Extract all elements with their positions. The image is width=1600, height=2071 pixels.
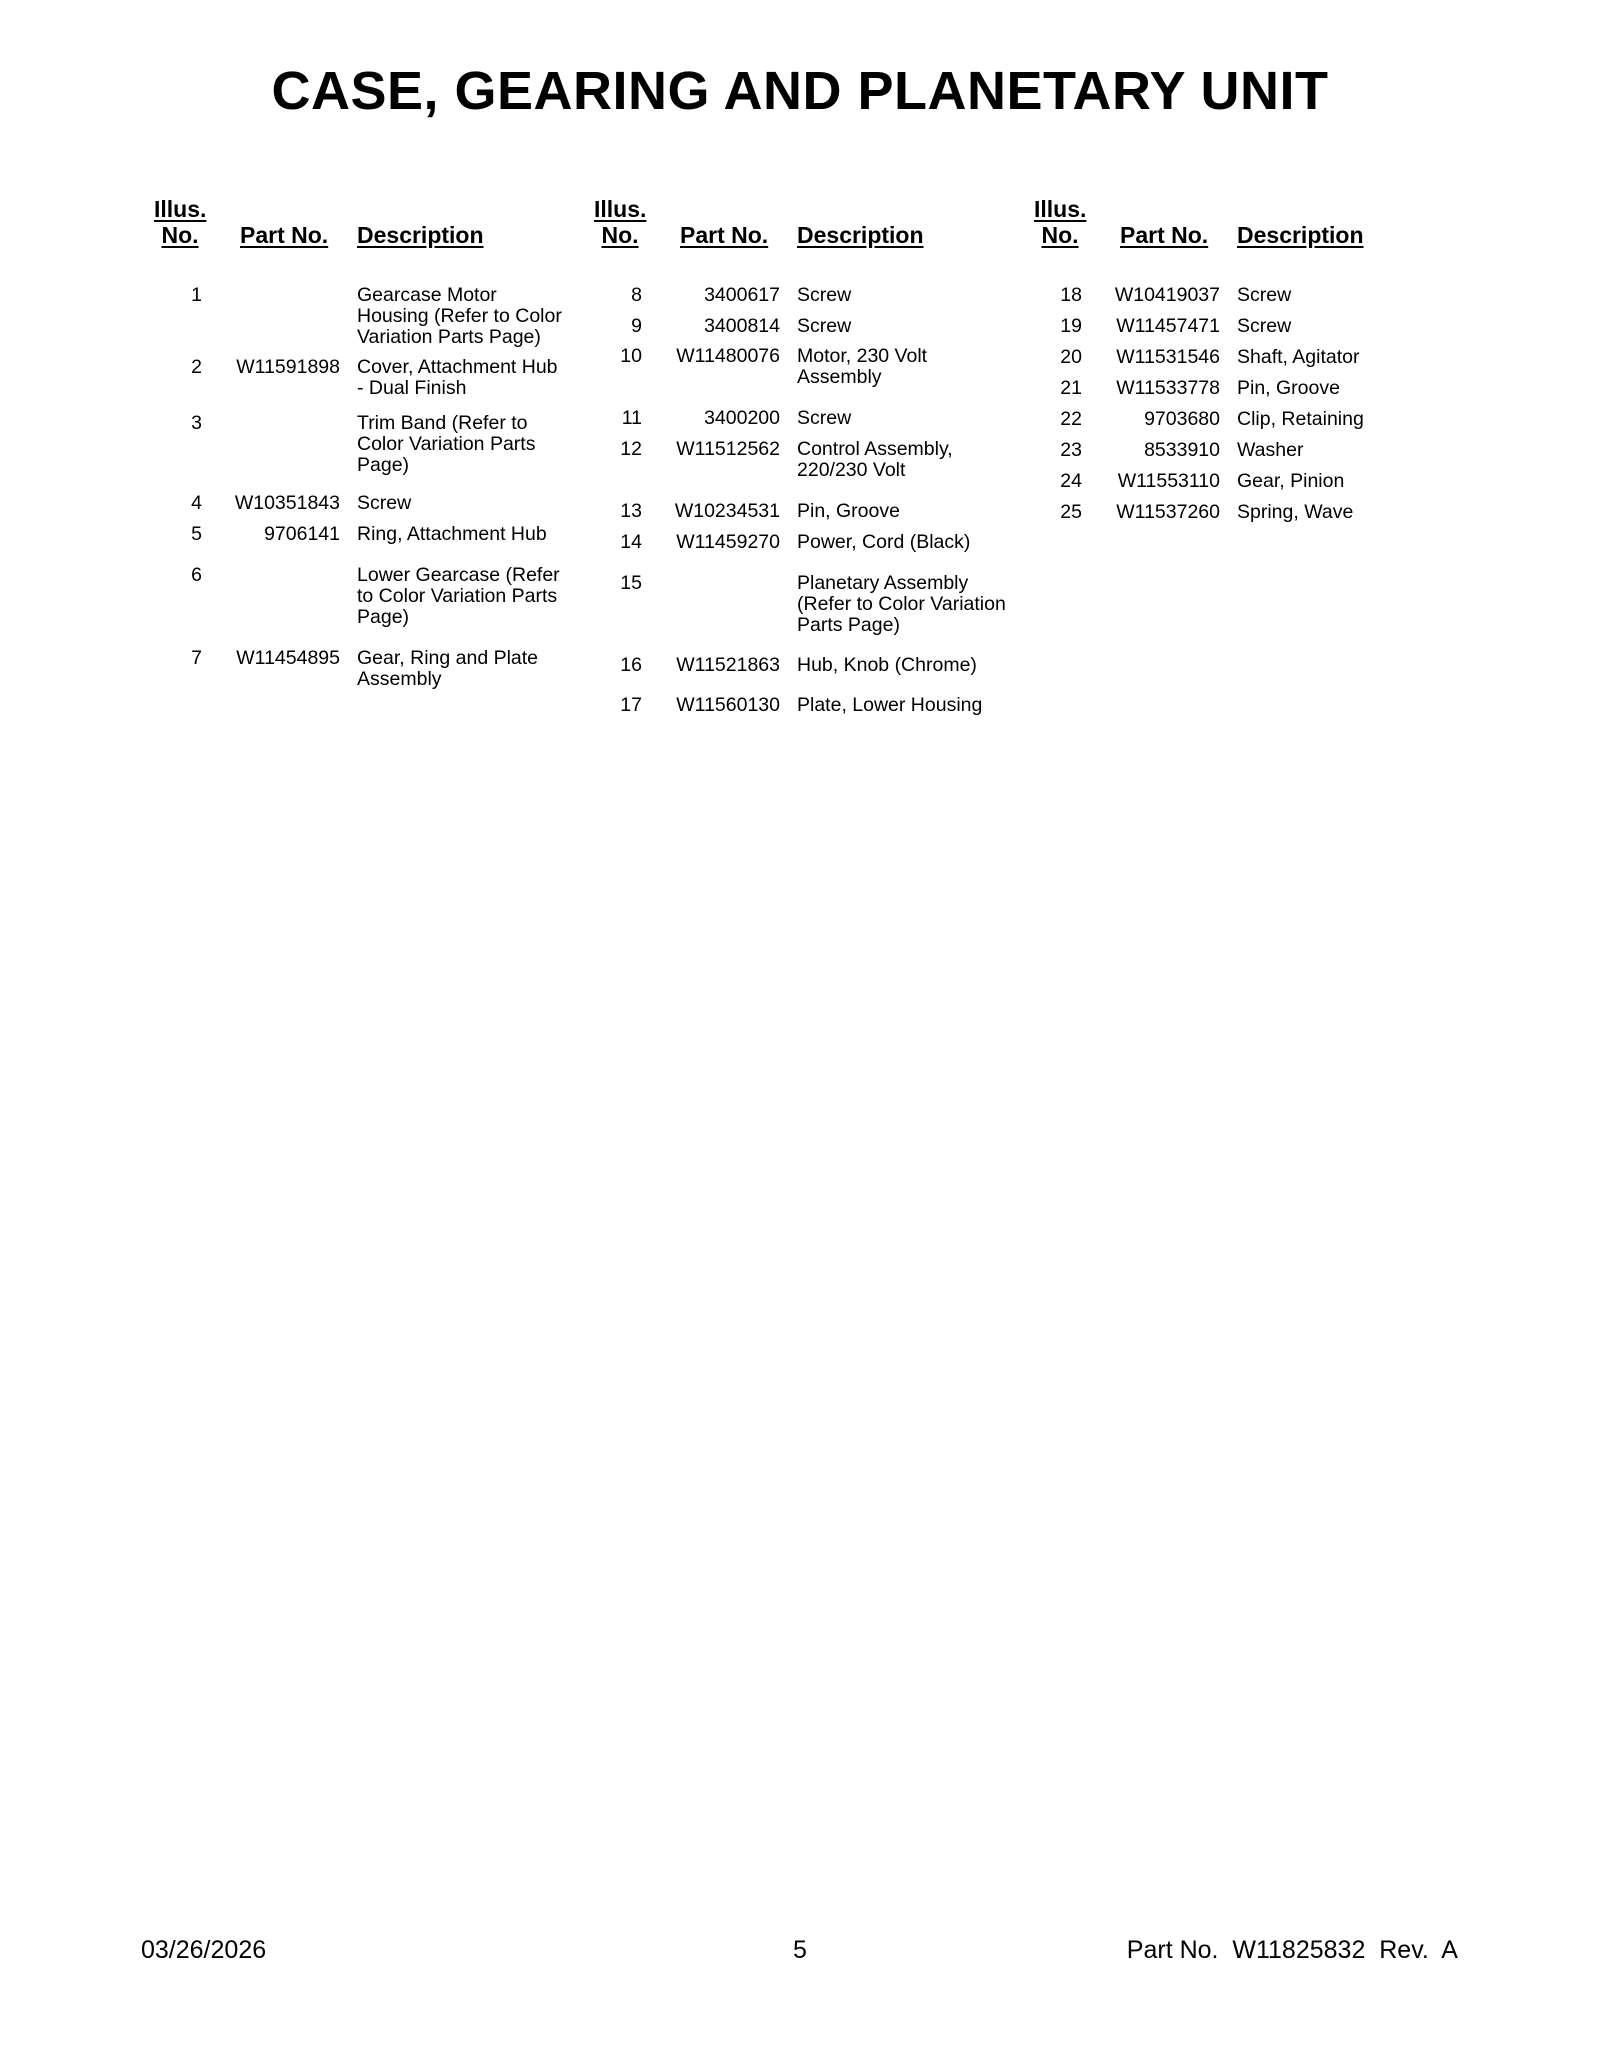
- part-no: W11553110: [1117, 470, 1220, 492]
- description: Gear, Ring and Plate Assembly: [357, 647, 539, 690]
- header-illus-no: Illus. No.: [154, 196, 207, 248]
- table-row: [590, 655, 1010, 695]
- description: Gearcase Motor Housing (Refer to Color Variation Parts Page): [357, 284, 562, 348]
- part-no: W11521863: [676, 654, 780, 676]
- illus-no: 6: [191, 564, 202, 586]
- part-no: W11512562: [676, 438, 780, 460]
- illus-no: 4: [191, 492, 202, 514]
- illus-no: 25: [1060, 501, 1082, 523]
- illus-no: 23: [1060, 439, 1082, 461]
- part-no: W11457471: [1116, 315, 1220, 337]
- part-no: 9703680: [1144, 408, 1220, 430]
- illus-no: 5: [191, 523, 202, 545]
- table-row: [590, 695, 1010, 725]
- part-no: W11560130: [676, 694, 780, 716]
- illus-no: 21: [1060, 377, 1082, 399]
- illus-no: 19: [1060, 315, 1082, 337]
- part-no: 3400814: [704, 315, 780, 337]
- part-no: W11533778: [1116, 377, 1220, 399]
- illus-no: 1: [191, 284, 202, 306]
- description: Hub, Knob (Chrome): [797, 654, 977, 676]
- parts-list: [590, 285, 1010, 725]
- table-row: [150, 285, 570, 357]
- description: Screw: [357, 492, 412, 514]
- parts-column-3: [1030, 196, 1450, 523]
- header-description: Description: [357, 222, 484, 248]
- table-row: [590, 316, 1010, 346]
- description: Lower Gearcase (Refer to Color Variation Parts Page): [357, 564, 560, 628]
- description: Pin, Groove: [797, 500, 900, 522]
- description: Pin, Groove: [1237, 377, 1340, 399]
- header-part-no: Part No.: [240, 222, 329, 248]
- part-no: 8533910: [1144, 439, 1220, 461]
- description: Gear, Pinion: [1237, 470, 1345, 492]
- illus-no: 10: [620, 345, 642, 367]
- parts-list: [1030, 285, 1450, 533]
- part-no: 3400200: [704, 407, 780, 429]
- illus-no: 16: [620, 654, 642, 676]
- part-no: W11459270: [676, 531, 780, 553]
- illus-no: 7: [191, 647, 202, 669]
- description: Screw: [797, 284, 852, 306]
- description: Control Assembly, 220/230 Volt: [797, 438, 953, 481]
- illus-no: 24: [1060, 470, 1082, 492]
- table-row: [1030, 440, 1450, 471]
- table-row: [1030, 409, 1450, 440]
- header-description: Description: [797, 222, 924, 248]
- illus-no: 2: [191, 356, 202, 378]
- header-part-no: Part No.: [680, 222, 769, 248]
- table-row: [150, 524, 570, 565]
- table-row: [150, 648, 570, 698]
- table-row: [590, 439, 1010, 501]
- description: Trim Band (Refer to Color Variation Parts Page): [357, 412, 536, 476]
- column-header: [1030, 196, 1450, 252]
- table-row: [590, 501, 1010, 532]
- illus-no: 11: [621, 407, 642, 429]
- table-row: [590, 408, 1010, 439]
- parts-list: [150, 285, 570, 698]
- footer-date: 03/26/2026: [141, 1936, 267, 1964]
- table-row: [1030, 347, 1450, 378]
- description: Screw: [797, 315, 852, 337]
- table-row: [150, 413, 570, 493]
- illus-no: 17: [620, 694, 642, 716]
- part-no: W11591898: [236, 356, 340, 378]
- description: Screw: [1237, 284, 1292, 306]
- part-no: W11537260: [1116, 501, 1220, 523]
- table-row: [590, 573, 1010, 655]
- parts-column-1: [150, 196, 570, 690]
- column-header: [590, 196, 1010, 252]
- parts-column-2: [590, 196, 1010, 716]
- table-row: [1030, 316, 1450, 347]
- header-part-no: Part No.: [1120, 222, 1209, 248]
- illus-no: 14: [620, 531, 642, 553]
- description: Washer: [1237, 439, 1304, 461]
- illus-no: 20: [1060, 346, 1082, 368]
- description: Planetary Assembly (Refer to Color Variation Parts Page): [797, 572, 1006, 636]
- description: Plate, Lower Housing: [797, 694, 983, 716]
- table-row: [1030, 502, 1450, 533]
- part-no: W11480076: [676, 345, 780, 367]
- part-no: W10351843: [234, 492, 340, 514]
- table-row: [590, 532, 1010, 573]
- table-row: [150, 357, 570, 413]
- part-no: W11454895: [236, 647, 340, 669]
- description: Screw: [1237, 315, 1292, 337]
- description: Shaft, Agitator: [1237, 346, 1360, 368]
- illus-no: 13: [620, 500, 642, 522]
- page-title: CASE, GEARING AND PLANETARY UNIT: [271, 61, 1329, 121]
- part-no: W10234531: [674, 500, 780, 522]
- part-no: 9706141: [264, 523, 340, 545]
- table-row: [1030, 285, 1450, 316]
- header-illus-no: Illus. No.: [1034, 196, 1087, 248]
- illus-no: 15: [620, 572, 642, 594]
- table-row: [150, 493, 570, 524]
- description: Spring, Wave: [1237, 501, 1354, 523]
- header-illus-no: Illus. No.: [594, 196, 647, 248]
- illus-no: 8: [631, 284, 642, 306]
- part-no: W10419037: [1114, 284, 1220, 306]
- illus-no: 18: [1060, 284, 1082, 306]
- description: Power, Cord (Black): [797, 531, 971, 553]
- description: Clip, Retaining: [1237, 408, 1364, 430]
- footer-part-number: Part No. W11825832 Rev. A: [1126, 1936, 1458, 1964]
- table-row: [150, 565, 570, 648]
- table-row: [1030, 471, 1450, 502]
- part-no: 3400617: [704, 284, 780, 306]
- part-no: W11531546: [1116, 346, 1220, 368]
- illus-no: 22: [1060, 408, 1082, 430]
- illus-no: 9: [631, 315, 642, 337]
- description: Screw: [797, 407, 852, 429]
- column-header: [150, 196, 570, 252]
- table-row: [590, 285, 1010, 316]
- footer-page-number: 5: [793, 1936, 807, 1964]
- table-row: [1030, 378, 1450, 409]
- header-description: Description: [1237, 222, 1364, 248]
- illus-no: 12: [620, 438, 642, 460]
- description: Ring, Attachment Hub: [357, 523, 547, 545]
- description: Motor, 230 Volt Assembly: [797, 345, 928, 388]
- table-row: [590, 346, 1010, 408]
- description: Cover, Attachment Hub - Dual Finish: [357, 356, 558, 399]
- illus-no: 3: [191, 412, 202, 434]
